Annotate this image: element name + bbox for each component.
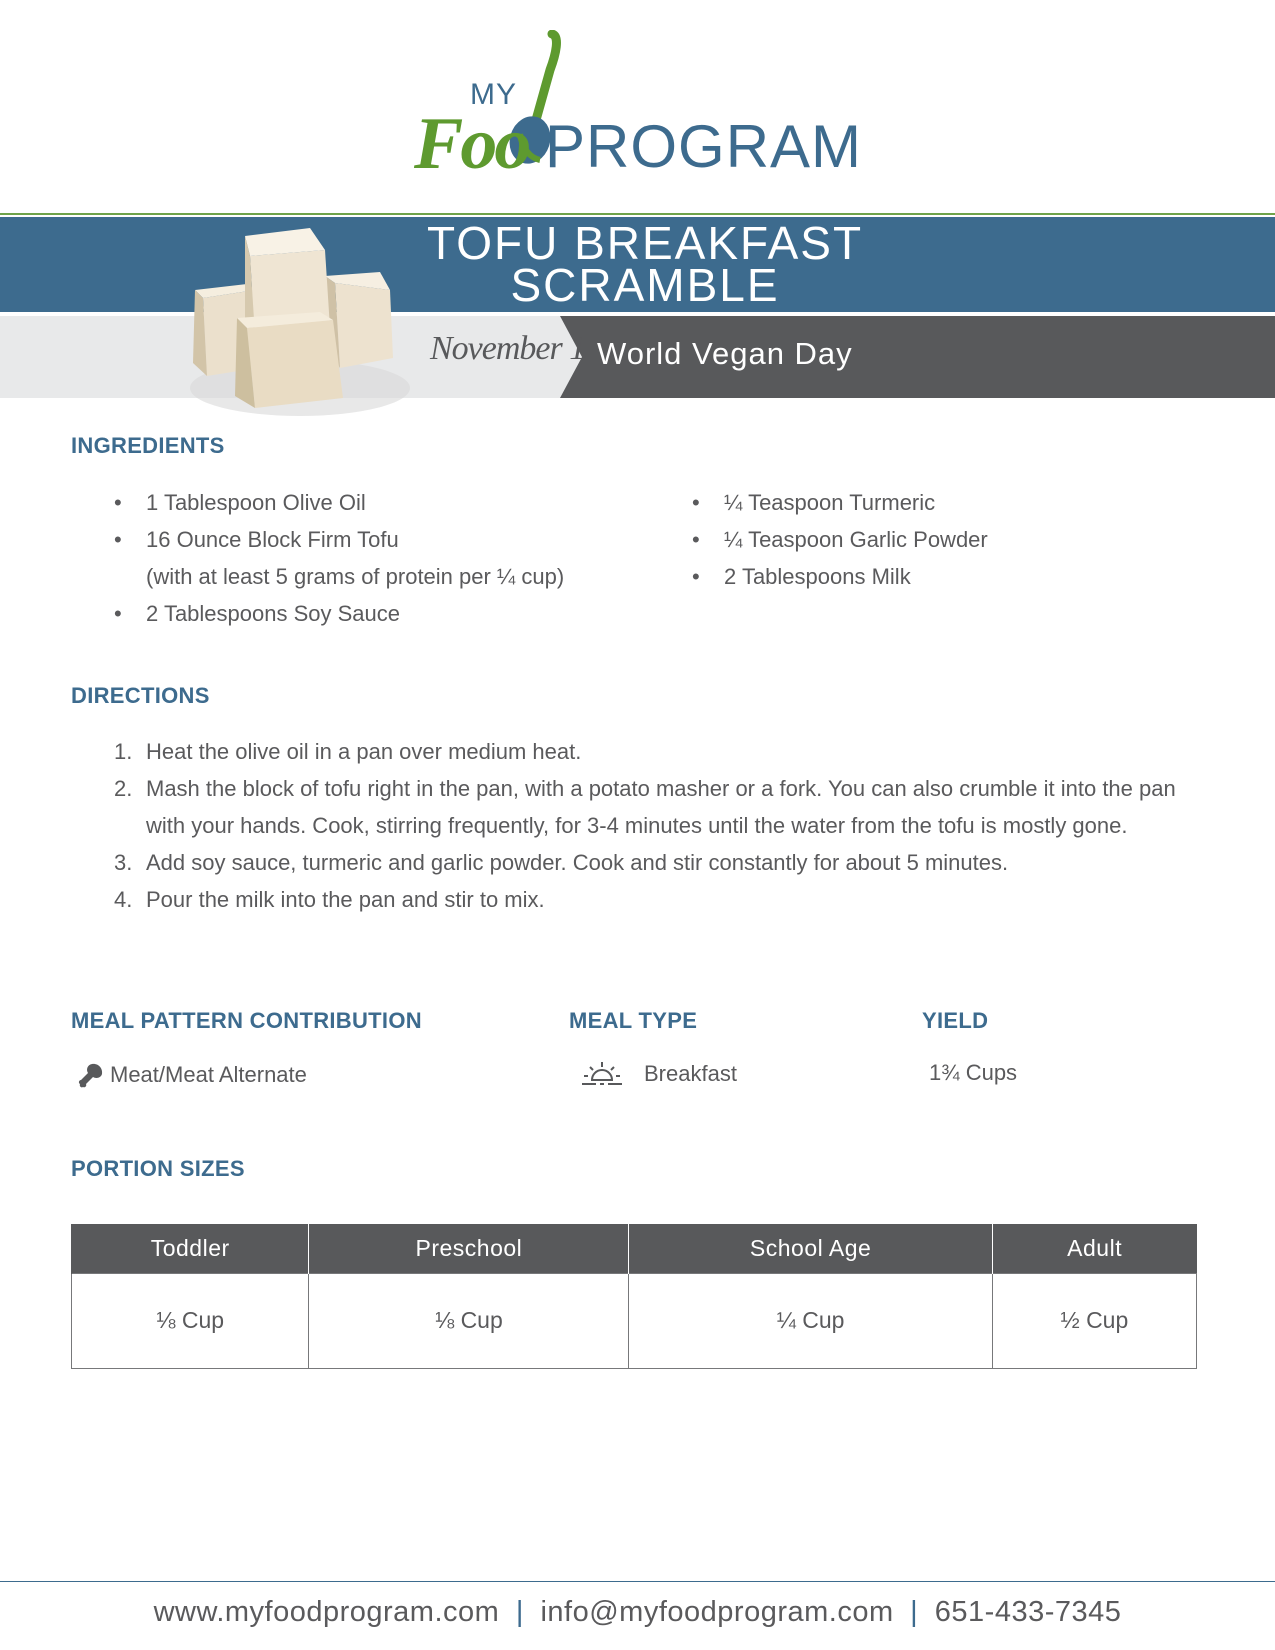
column-header: Adult bbox=[992, 1224, 1196, 1273]
direction-step bbox=[114, 770, 1204, 844]
meal-type-value bbox=[580, 1060, 737, 1088]
ingredient-note: (with at least 5 grams of protein per ¼ cup) bbox=[146, 564, 565, 589]
table-row bbox=[72, 1273, 1197, 1368]
meal-pattern-value bbox=[78, 1062, 307, 1088]
bullet: • bbox=[692, 564, 700, 589]
list-item bbox=[114, 484, 674, 521]
portion-sizes-heading: PORTION SIZES bbox=[71, 1156, 245, 1181]
recipe-date: November 1 bbox=[430, 330, 586, 367]
yield-text: 1¾ Cups bbox=[929, 1060, 1018, 1085]
recipe-title-line2: SCRAMBLE bbox=[510, 259, 780, 311]
list-item bbox=[114, 521, 674, 595]
table-cell: ⅛ Cup bbox=[309, 1273, 629, 1368]
brand-logo bbox=[410, 30, 870, 185]
direction-step bbox=[114, 881, 1204, 918]
yield-heading: YIELD bbox=[922, 1008, 989, 1033]
logo-program: PROGRAM bbox=[545, 113, 863, 180]
ingredients-heading: INGREDIENTS bbox=[71, 433, 225, 458]
table-cell: ½ Cup bbox=[992, 1273, 1196, 1368]
footer-email-link[interactable]: info@myfoodprogram.com bbox=[540, 1596, 894, 1628]
bullet: • bbox=[114, 601, 122, 626]
list-item bbox=[692, 558, 1152, 595]
footer-divider bbox=[0, 1581, 1275, 1582]
ingredient-text: 2 Tablespoons Milk bbox=[724, 564, 911, 589]
recipe-event: World Vegan Day bbox=[597, 336, 853, 371]
ingredient-text: 16 Ounce Block Firm Tofu bbox=[146, 527, 399, 552]
step-text: Mash the block of tofu right in the pan, with a potato masher or a fork. You can also crumble it into the pan with your hands. Cook, stirring frequently, for 3-4 minutes until the water from the tofu is mostly gone. bbox=[146, 776, 1176, 838]
logo-my: MY bbox=[470, 78, 517, 111]
column-header: Preschool bbox=[309, 1224, 629, 1273]
footer-phone: 651-433-7345 bbox=[934, 1596, 1122, 1628]
recipe-title-line1: TOFU BREAKFAST bbox=[426, 217, 864, 269]
ingredients-list-left bbox=[114, 484, 674, 632]
column-header: School Age bbox=[629, 1224, 992, 1273]
list-item bbox=[692, 484, 1152, 521]
direction-step bbox=[114, 844, 1204, 881]
step-number: 2. bbox=[114, 776, 133, 801]
meal-type-text: Breakfast bbox=[644, 1061, 737, 1086]
list-item bbox=[692, 521, 1152, 558]
recipe-title bbox=[380, 217, 910, 311]
column-header: Toddler bbox=[72, 1224, 309, 1273]
ingredient-text: ¼ Teaspoon Turmeric bbox=[724, 490, 936, 515]
step-number: 1. bbox=[114, 739, 133, 764]
tofu-illustration bbox=[185, 228, 415, 433]
header-divider bbox=[0, 213, 1275, 215]
directions-heading: DIRECTIONS bbox=[71, 683, 210, 708]
footer-website-link[interactable]: www.myfoodprogram.com bbox=[153, 1596, 500, 1628]
table-cell: ¼ Cup bbox=[629, 1273, 992, 1368]
footer-separator: | bbox=[515, 1596, 524, 1628]
bullet: • bbox=[114, 490, 122, 515]
meal-type-heading: MEAL TYPE bbox=[569, 1008, 698, 1033]
bullet: • bbox=[692, 490, 700, 515]
step-text: Heat the olive oil in a pan over medium heat. bbox=[146, 739, 582, 764]
drumstick-icon bbox=[78, 1062, 104, 1088]
list-item bbox=[114, 595, 674, 632]
bullet: • bbox=[114, 527, 122, 552]
step-number: 3. bbox=[114, 850, 133, 875]
directions-list bbox=[114, 733, 1204, 918]
ingredients-list-right bbox=[692, 484, 1152, 595]
ingredient-text: 2 Tablespoons Soy Sauce bbox=[146, 601, 400, 626]
step-text: Pour the milk into the pan and stir to mix. bbox=[146, 887, 545, 912]
table-header-row bbox=[72, 1224, 1197, 1273]
bullet: • bbox=[692, 527, 700, 552]
direction-step bbox=[114, 733, 1204, 770]
ingredient-text: ¼ Teaspoon Garlic Powder bbox=[724, 527, 988, 552]
ingredient-text: 1 Tablespoon Olive Oil bbox=[146, 490, 366, 515]
yield-value bbox=[929, 1060, 1017, 1086]
portion-table bbox=[71, 1224, 1197, 1369]
table-cell: ⅛ Cup bbox=[72, 1273, 309, 1368]
step-text: Add soy sauce, turmeric and garlic powder. Cook and stir constantly for about 5 minutes. bbox=[146, 850, 1009, 875]
logo-foo: Foo bbox=[414, 103, 529, 185]
sunrise-icon bbox=[580, 1060, 624, 1088]
footer-separator: | bbox=[910, 1596, 919, 1628]
step-number: 4. bbox=[114, 887, 133, 912]
meal-pattern-text: Meat/Meat Alternate bbox=[110, 1062, 307, 1087]
meal-pattern-heading: MEAL PATTERN CONTRIBUTION bbox=[71, 1008, 422, 1033]
footer-contact bbox=[0, 1596, 1275, 1629]
